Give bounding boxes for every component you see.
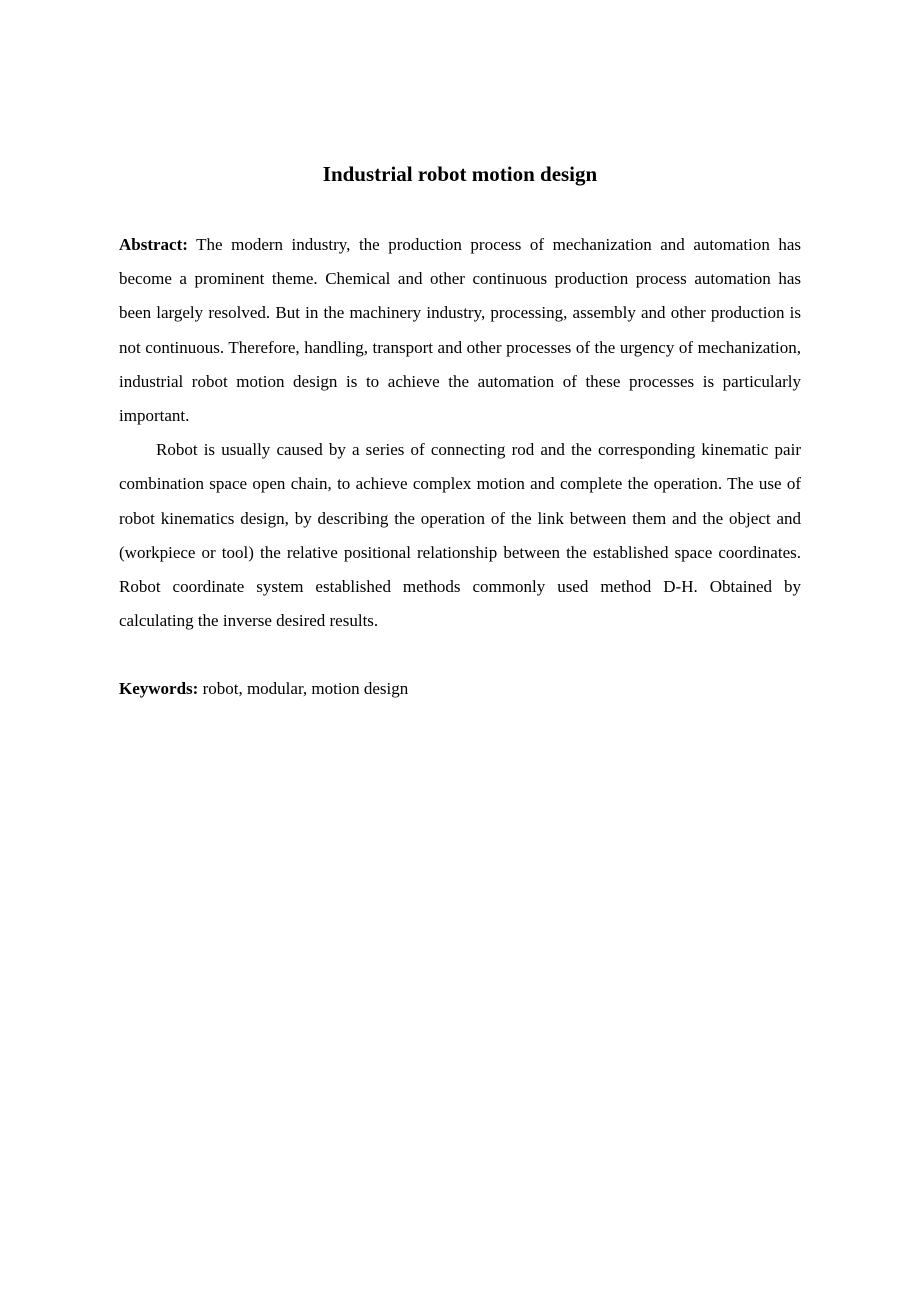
keywords-label: Keywords:: [119, 679, 199, 698]
abstract-paragraph-1: [119, 228, 801, 433]
keywords-value: robot, modular, motion design: [198, 679, 409, 698]
abstract-section: [119, 228, 801, 638]
keywords-line: [119, 672, 801, 706]
document-title: Industrial robot motion design: [322, 162, 598, 186]
abstract-label: Abstract:: [119, 235, 188, 254]
abstract-paragraph-1-text: The modern industry, the production process of mechanization and automation has become a prominent theme. Chemical and other continuous production process automation has been largely resolved. But in the machinery industry, processing, assembly and other production is not continuous. Therefore, handling, transport and other processes of the urgency of mechanization, industrial robot motion design is to achieve the automation of these processes is particularly important.: [119, 235, 801, 426]
abstract-paragraph-2: Robot is usually caused by a series of connecting rod and the corresponding kinematic pair combination space open chain, to achieve complex motion and complete the operation. The use of robot kinematics design, by describing the operation of the link between them and the object and (workpiece or tool) the relative positional relationship between the established space coordinates. Robot coordinate system established methods commonly used method D-H. Obtained by calculating the inverse desired results.: [119, 440, 801, 631]
